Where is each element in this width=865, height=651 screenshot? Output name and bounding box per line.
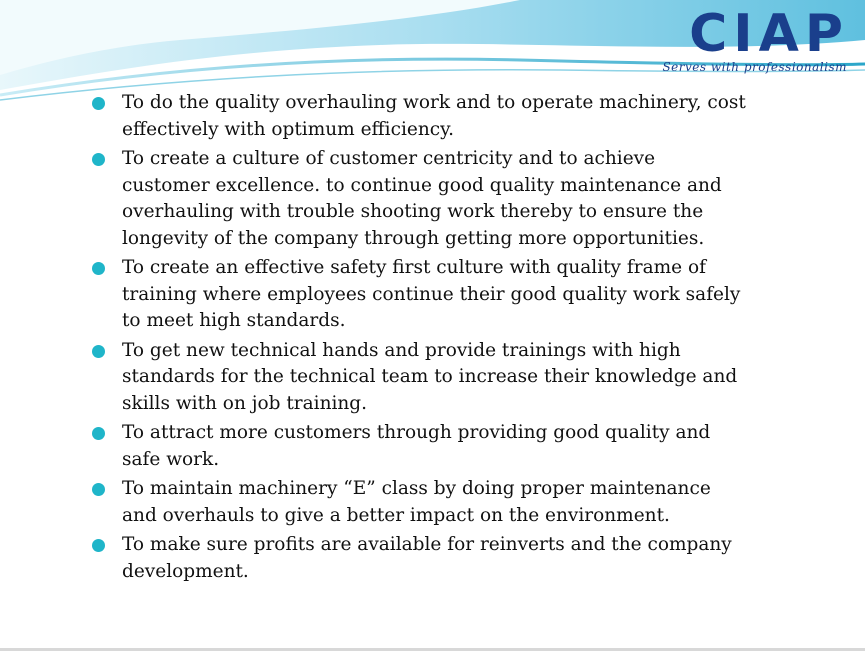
list-item — [88, 255, 748, 335]
ciap-logo — [625, 4, 855, 74]
list-item-text: To create an effective safety first culture with quality frame of training where employees continue their good quality work safely to meet high standards. — [122, 257, 741, 331]
list-item — [88, 338, 748, 418]
list-item — [88, 146, 748, 252]
objectives-list — [88, 90, 748, 588]
bullet-icon — [92, 97, 105, 110]
list-item — [88, 420, 748, 473]
bullet-icon — [92, 153, 105, 166]
list-item-text: To create a culture of customer centricity and to achieve customer excellence. to continue good quality maintenance and overhauling with trouble shooting work thereby to ensure the longevity of the company through getting more opportunities. — [122, 148, 722, 249]
list-item — [88, 532, 748, 585]
bullet-icon — [92, 262, 105, 275]
list-item-text: To attract more customers through providing good quality and safe work. — [122, 422, 711, 470]
bullet-icon — [92, 483, 105, 496]
list-item-text: To make sure profits are available for reinverts and the company development. — [122, 534, 732, 582]
bullet-icon — [92, 427, 105, 440]
logo-wordmark: CIAP — [689, 4, 849, 64]
list-item — [88, 476, 748, 529]
list-item-text: To get new technical hands and provide trainings with high standards for the technical team to increase their knowledge and skills with on job training. — [122, 339, 738, 414]
logo-tagline: Serves with professionalism — [662, 60, 847, 74]
list-item — [88, 90, 748, 143]
bullet-icon — [92, 345, 105, 358]
bullet-icon — [92, 539, 105, 552]
list-item-text: To maintain machinery “E” class by doing proper maintenance and overhauls to give a better impact on the environment. — [122, 478, 711, 526]
list-item-text: To do the quality overhauling work and to operate machinery, cost effectively with optimum efficiency. — [122, 92, 746, 140]
